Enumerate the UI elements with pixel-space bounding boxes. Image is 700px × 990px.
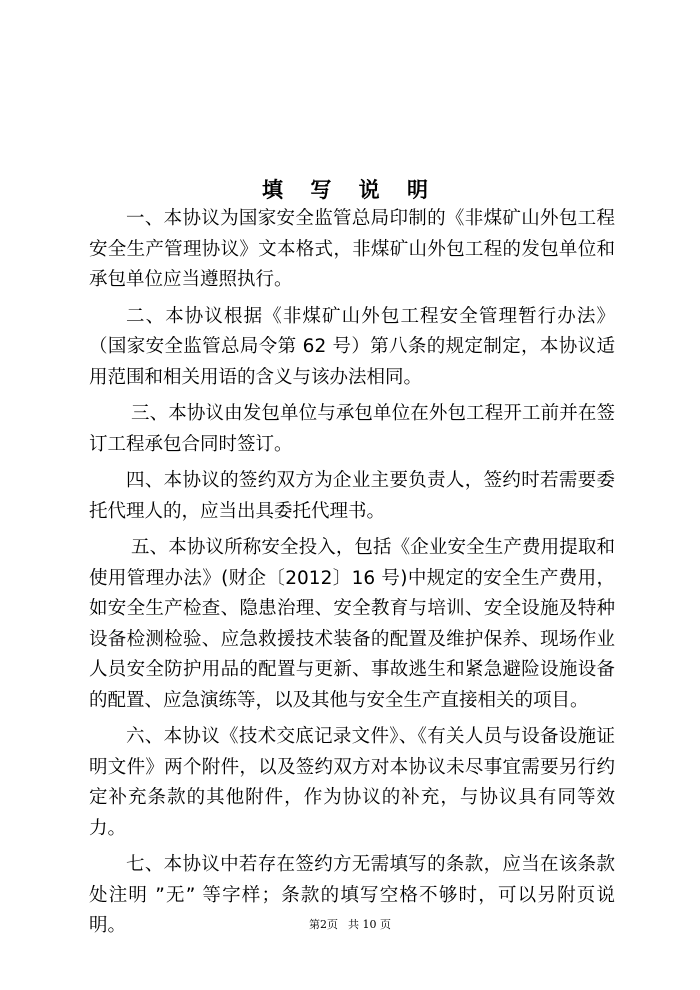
- page-total: 共 10 页: [348, 918, 391, 931]
- instructions-body: [89, 204, 615, 948]
- page-number: 第2页: [309, 918, 338, 931]
- paragraph-2: 二、本协议根据《非煤矿山外包工程安全管理暂行办法》（国家安全监管总局令第 62 号）第八条的规定制定，本协议适用范围和相关用语的含义与该办法相同。: [89, 305, 615, 388]
- paragraph-7: 七、本协议中若存在签约方无需填写的条款，应当在该条款处注明 ”无” 等字样；条款的填写空格不够时，可以另附页说明。: [89, 854, 615, 936]
- paragraph-4: 四、本协议的签约双方为企业主要负责人，签约时若需要委托代理人的，应当出具委托代理书。: [89, 470, 615, 522]
- page-title: 填 写 说 明: [262, 178, 438, 202]
- paragraph-1: 一、本协议为国家安全监管总局印制的《非煤矿山外包工程安全生产管理协议》文本格式，非煤矿山外包工程的发包单位和承包单位应当遵照执行。: [89, 208, 615, 290]
- paragraph-5: 五、本协议所称安全投入，包括《企业安全生产费用提取和使用管理办法》(财企〔2012〕16 号)中规定的安全生产费用，如安全生产检查、隐患治理、安全教育与培训、安全设施及特种设备检测检验、应急救援技术装备的配置及维护保养、现场作业人员安全防护用品的配置与更新、事故逃生和紧急避险设施设备的配置、应急演练等，以及其他与安全生产直接相关的项目。: [89, 537, 615, 711]
- paragraph-6: 六、本协议《技术交底记录文件》、《有关人员与设备设施证明文件》两个附件，以及签约双方对本协议未尽事宜需要另行约定补充条款的其他附件，作为协议的补充，与协议具有同等效力。: [89, 726, 615, 839]
- page-footer: [0, 918, 700, 932]
- paragraph-3: 三、本协议由发包单位与承包单位在外包工程开工前并在签订工程承包合同时签订。: [89, 403, 615, 455]
